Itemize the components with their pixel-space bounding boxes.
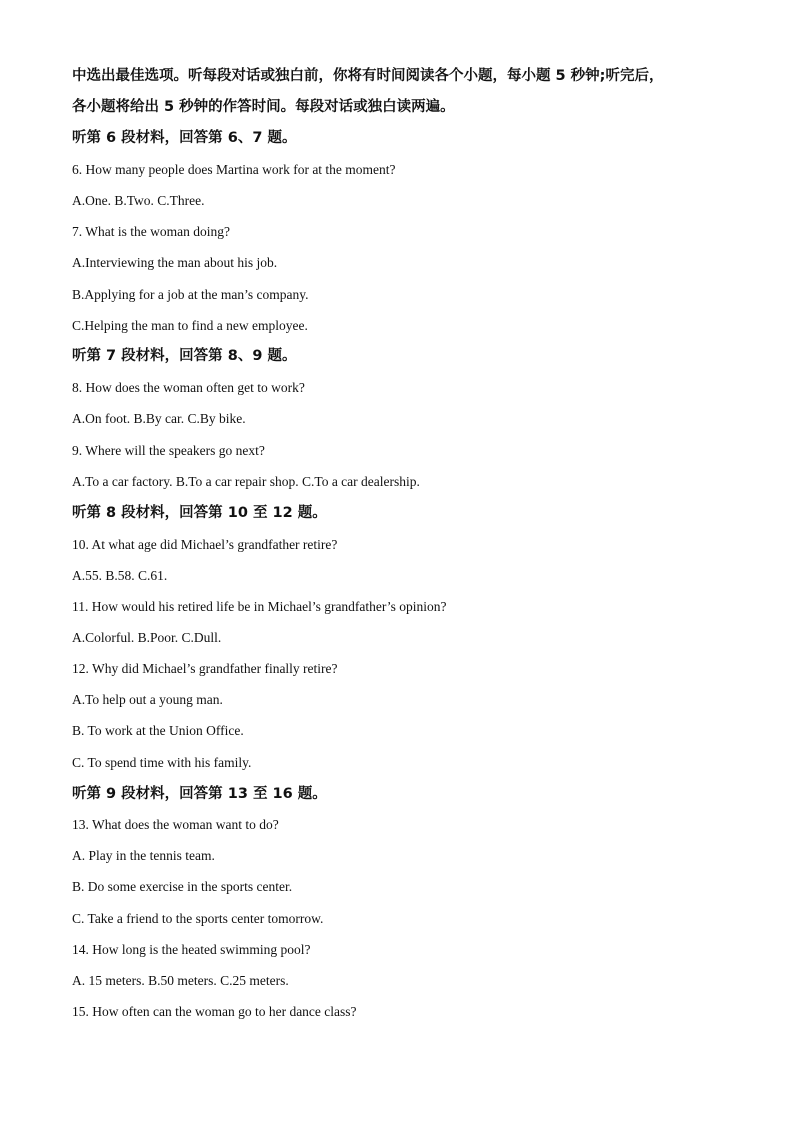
question-6: 6. How many people does Martina work for at the moment?: [72, 162, 396, 177]
question-10-options: A.55. B.58. C.61.: [72, 568, 168, 583]
question-12-option-b: B. To work at the Union Office.: [72, 723, 244, 738]
question-6-options: A.One. B.Two. C.Three.: [72, 193, 205, 208]
question-11: 11. How would his retired life be in Michael’s grandfather’s opinion?: [72, 599, 447, 614]
question-9-options: A.To a car factory. B.To a car repair shop. C.To a car dealership.: [72, 474, 420, 489]
section-heading-9: 听第 9 段材料，回答第 13 至 16 题。: [72, 786, 327, 802]
question-14-options: A. 15 meters. B.50 meters. C.25 meters.: [72, 973, 289, 988]
question-15: 15. How often can the woman go to her dance class?: [72, 1004, 357, 1019]
question-8: 8. How does the woman often get to work?: [72, 380, 305, 395]
section-heading-8: 听第 8 段材料，回答第 10 至 12 题。: [72, 505, 327, 521]
question-12-option-a: A.To help out a young man.: [72, 692, 223, 707]
question-12: 12. Why did Michael’s grandfather finally retire?: [72, 661, 338, 676]
question-13-option-c: C. Take a friend to the sports center tomorrow.: [72, 911, 324, 926]
question-13: 13. What does the woman want to do?: [72, 817, 279, 832]
instructions-line-1: 中选出最佳选项。听每段对话或独白前，你将有时间阅读各个小题，每小题 5 秒钟;听完后，: [72, 68, 664, 84]
question-10: 10. At what age did Michael’s grandfather retire?: [72, 537, 338, 552]
question-12-option-c: C. To spend time with his family.: [72, 755, 252, 770]
instructions-line-2: 各小题将给出 5 秒钟的作答时间。每段对话或独白读两遍。: [72, 99, 455, 115]
question-9: 9. Where will the speakers go next?: [72, 443, 265, 458]
question-7-option-a: A.Interviewing the man about his job.: [72, 255, 278, 270]
question-13-option-b: B. Do some exercise in the sports center.: [72, 879, 293, 894]
question-11-options: A.Colorful. B.Poor. C.Dull.: [72, 630, 222, 645]
question-7-option-b: B.Applying for a job at the man’s company.: [72, 287, 309, 302]
question-8-options: A.On foot. B.By car. C.By bike.: [72, 411, 246, 426]
question-14: 14. How long is the heated swimming pool?: [72, 942, 311, 957]
section-heading-7: 听第 7 段材料，回答第 8、9 题。: [72, 348, 297, 364]
question-13-option-a: A. Play in the tennis team.: [72, 848, 215, 863]
question-7: 7. What is the woman doing?: [72, 224, 230, 239]
section-heading-6: 听第 6 段材料，回答第 6、7 题。: [72, 130, 297, 146]
question-7-option-c: C.Helping the man to find a new employee.: [72, 318, 308, 333]
